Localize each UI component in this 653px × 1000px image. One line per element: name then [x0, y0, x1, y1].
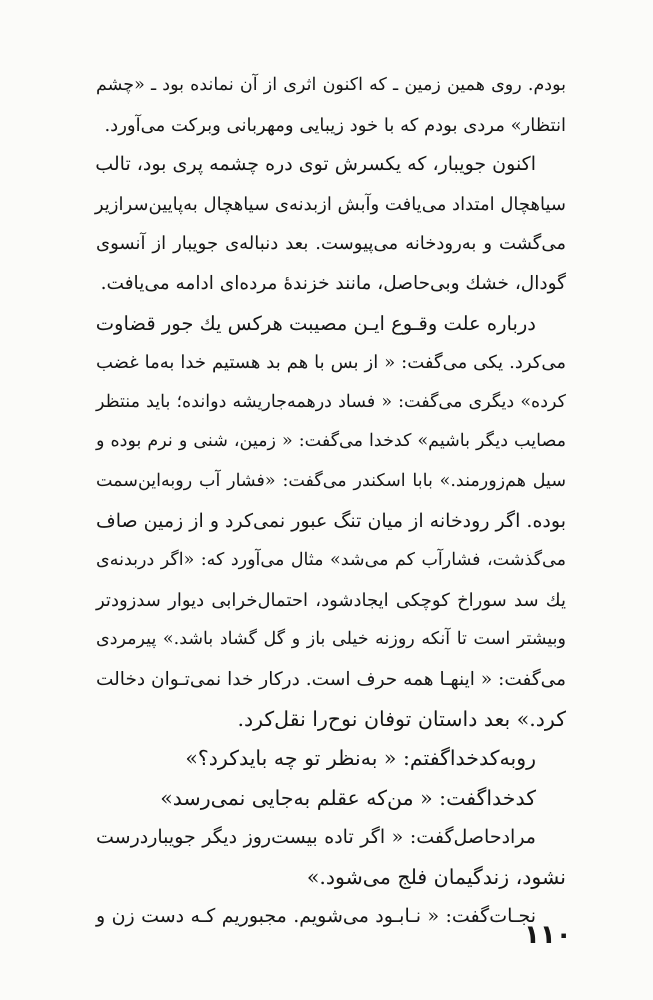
text-line: اکنون جویبار، که یکسرش توی دره چشمه پری بود، تالب — [95, 153, 536, 176]
text-line: بوده. اگر رودخانه از میان تنگ عبور نمی‌کرد و از زمین صاف — [96, 509, 566, 532]
text-line: نجـات‌گفت: « نـابـود می‌شویم. مجبوریم کـه دست زن و — [96, 905, 536, 928]
text-line: می‌کرد. یکی می‌گفت: « از بس با هم بد هستیم خدا به‌ما غضب — [96, 352, 566, 374]
text-line: مرادحاصل‌گفت: « اگر تاده بیست‌روز دیگر جویباردرست — [96, 826, 536, 849]
text-line: کدخداگفت: « من‌که عقلم به‌جایی نمی‌رسد» — [160, 785, 536, 810]
text-line: می‌گشت و به‌رودخانه می‌پیوست. بعد دنباله‌ی جویبار از آنسوی — [96, 233, 566, 255]
text-line: می‌گذشت، فشارآب کم می‌شد» مثال می‌آورد که: «اگر دربدنه‌ی — [96, 550, 566, 571]
text-line: می‌گفت: « اینهـا همه حرف است. درکار خدا نمی‌تـوان دخالت — [96, 668, 566, 690]
text-line: مصایب دیگر باشیم» کدخدا می‌گفت: « زمین، شنی و نرم بوده و — [96, 431, 566, 452]
text-line: درباره علت وقـوع ایـن مصیبت هرکس یك جور قضاوت — [95, 311, 536, 335]
text-line: کرد.» بعد داستان توفان نوح‌را نقل‌کرد. — [237, 706, 566, 731]
page-number: ۱۱۰ — [524, 920, 572, 950]
text-line: سیل هم‌زورمند.» بابا اسکندر می‌گفت: «فشار آب روبه‌این‌سمت — [96, 470, 566, 491]
text-line: سیاهچال امتداد می‌یافت وآبش ازبدنه‌ی سیاهچال به‌پایین‌سرازیر — [94, 193, 566, 215]
body-text — [96, 66, 566, 937]
text-line: انتظار» مردی بودم که با خود زیبایی ومهربانی وبرکت می‌آورد. — [104, 114, 566, 136]
text-line: یك سد سوراخ کوچکی ایجادشود، احتمال‌خرابی دیوار سدزودتر — [96, 589, 566, 611]
text-line: کرده» دیگری می‌گفت: « فساد درهمه‌جاریشه دوانده؛ باید منتظر — [96, 391, 566, 412]
text-line: گودال، خشك وبی‌حاصل، مانند خزندهٔ مرده‌ای ادامه می‌یافت. — [100, 272, 566, 294]
text-line: وبیشتر است تا آنکه روزنه خیلی باز و گل گشاد باشد.» پیرمردی — [96, 629, 566, 650]
text-line: نشود، زندگیمان فلج می‌شود.» — [306, 864, 566, 889]
text-line: روبه‌کدخداگفتم: « به‌نظر تو چه بایدکرد؟» — [185, 746, 536, 771]
text-line: بودم. روی همین زمین ـ که اکنون اثری از آن نمانده بود ـ «چشم — [96, 75, 566, 95]
